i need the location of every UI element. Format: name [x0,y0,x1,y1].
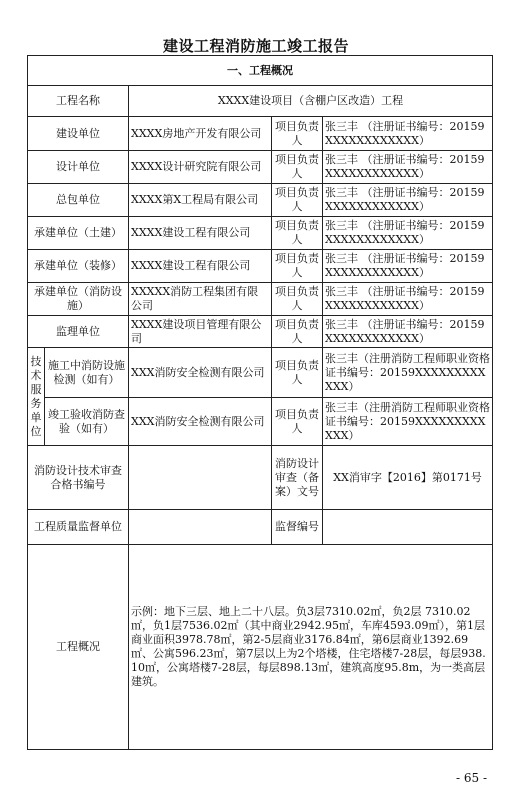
label-pm: 项目负责人 [272,117,323,151]
project-overview-table [27,55,493,750]
label-pm: 项目负责人 [272,217,323,250]
row-contractor-decoration [28,250,493,283]
value-pm-cert: 张三丰 （注册证书编号：20159XXXXXXXXXXXX） [323,250,493,283]
row-design-review [28,446,493,510]
row-contractor-fire [28,283,493,316]
value-design-unit: XXXX设计研究院有限公司 [129,151,272,184]
value-pm-cert: 张三丰 （注册证书编号：20159XXXXXXXXXXXX） [323,217,493,250]
label-design-review-doc: 消防设计审查（备案）文号 [272,446,323,510]
value-construction-unit: XXXX房地产开发有限公司 [129,117,272,151]
value-pm-fire-cert: 张三丰（注册消防工程师职业资格证书编号：20159XXXXXXXXXXXX） [323,398,493,446]
label-tech-service-unit: 技术服务单位 [28,348,45,446]
value-pm-cert: 张三丰 （注册证书编号：20159XXXXXXXXXXXX） [323,117,493,151]
value-pm-cert: 张三丰 （注册证书编号：20159XXXXXXXXXXXX） [323,283,493,316]
label-supervision-unit: 监理单位 [28,316,129,348]
value-project-name: XXXX建设项目（含棚户区改造）工程 [129,86,493,117]
page-number: - 65 - [455,771,487,785]
value-pm-cert: 张三丰 （注册证书编号：20159XXXXXXXXXXXX） [323,151,493,184]
label-project-overview: 工程概况 [28,545,129,750]
label-design-review-no: 消防设计技术审查合格书编号 [28,446,129,510]
label-pm: 项目负责人 [272,151,323,184]
label-contractor-civil: 承建单位（土建） [28,217,129,250]
row-construction-test [28,348,493,398]
value-contractor-fire: XXXXX消防工程集团有限公司 [129,283,272,316]
value-pm-fire-cert: 张三丰（注册消防工程师职业资格证书编号：20159XXXXXXXXXXXX） [323,348,493,398]
value-contractor-decoration: XXXX建设工程有限公司 [129,250,272,283]
label-general-contractor: 总包单位 [28,184,129,217]
row-project-name [28,86,493,117]
label-construction-unit: 建设单位 [28,117,129,151]
label-pm: 项目负责人 [272,184,323,217]
row-project-overview [28,545,493,750]
section-header-row [28,56,493,86]
value-construction-test: XXX消防安全检测有限公司 [129,348,272,398]
row-construction-unit [28,117,493,151]
value-design-review-doc: XX消审字【2016】第0171号 [323,446,493,510]
label-contractor-fire: 承建单位（消防设施） [28,283,129,316]
value-pm-cert: 张三丰 （注册证书编号：20159XXXXXXXXXXXX） [323,184,493,217]
report-title: 建设工程消防施工竣工报告 [162,37,349,55]
value-supervision-unit: XXXX建设项目管理有限公司 [129,316,272,348]
label-pm: 项目负责人 [272,250,323,283]
value-pm-cert: 张三丰 （注册证书编号：20159XXXXXXXXXXXX） [323,316,493,348]
label-project-name: 工程名称 [28,86,129,117]
label-supervision-no: 监督编号 [272,510,323,545]
value-design-review-no [129,446,272,510]
value-project-overview: 示例：地下三层、地上二十八层。负3层7310.02㎡，负2层 7310.02㎡，负1层7536.02㎡（其中商业2942.95㎡，车库4593.09㎡），第1层商业面积3978.78㎡，第2-5层商业3176.84㎡，第6层商业1392.69㎡、公寓596.23㎡，第7层以上为2个塔楼，住宅塔楼7-28层，每层938.10㎡，公寓塔楼7-28层，每层898.13㎡，建筑高度95.8m，为一类高层建筑。 [129,545,493,750]
label-completion-test: 竣工验收消防查验（如有） [45,398,129,446]
row-contractor-civil [28,217,493,250]
row-supervision-unit [28,316,493,348]
row-quality-supervision [28,510,493,545]
label-pm: 项目负责人 [272,283,323,316]
label-quality-supervision: 工程质量监督单位 [28,510,129,545]
row-completion-test [28,398,493,446]
label-pm: 项目负责人 [272,348,323,398]
value-contractor-civil: XXXX建设工程有限公司 [129,217,272,250]
value-supervision-no [323,510,493,545]
label-pm: 项目负责人 [272,398,323,446]
value-quality-supervision [129,510,272,545]
row-design-unit [28,151,493,184]
value-general-contractor: XXXX第X工程局有限公司 [129,184,272,217]
label-contractor-decoration: 承建单位（装修） [28,250,129,283]
label-construction-test: 施工中消防设施检测（如有） [45,348,129,398]
label-design-unit: 设计单位 [28,151,129,184]
label-pm: 项目负责人 [272,316,323,348]
section-header: 一、工程概况 [28,56,493,86]
value-completion-test: XXX消防安全检测有限公司 [129,398,272,446]
row-general-contractor [28,184,493,217]
